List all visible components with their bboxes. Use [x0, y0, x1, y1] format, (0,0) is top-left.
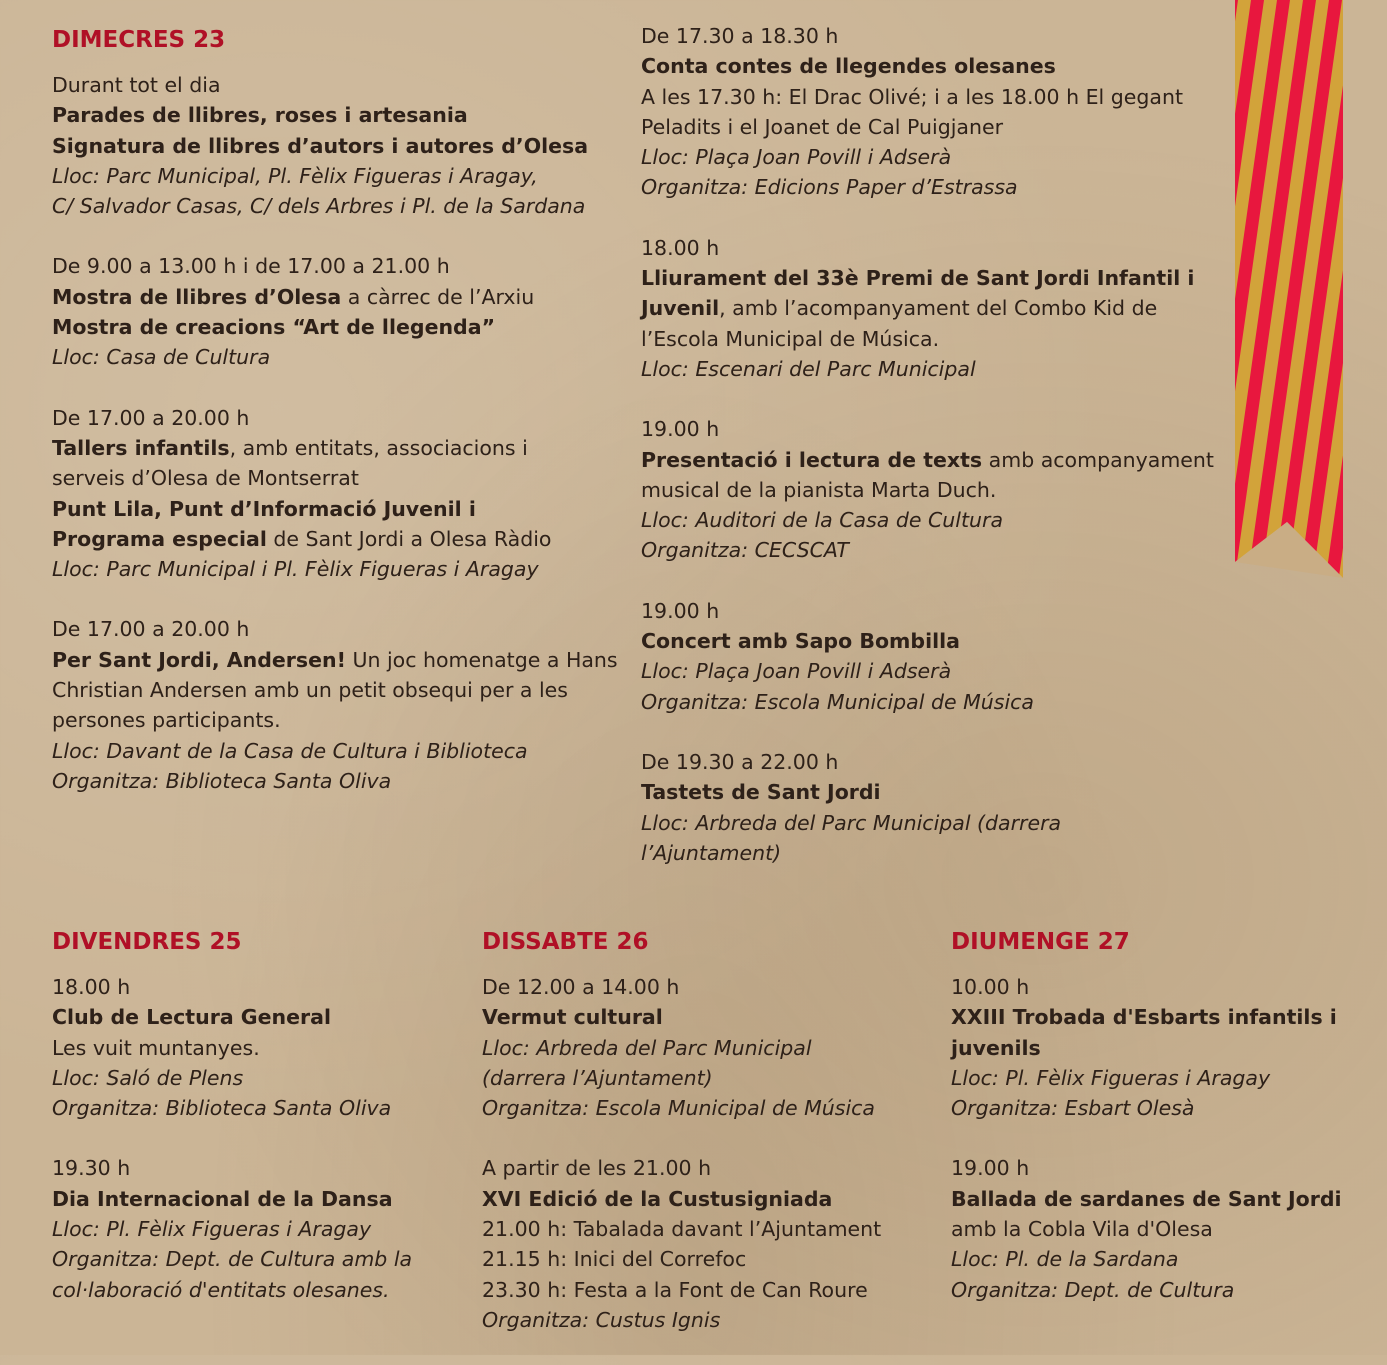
event-time: De 17.00 a 20.00 h [52, 617, 250, 642]
event-title: Signatura de llibres d’autors i autores d’Olesa [52, 133, 589, 158]
event [482, 1153, 922, 1335]
event-location: Lloc: Parc Municipal, Pl. Fèlix Figueras i Aragay, [52, 163, 538, 188]
event-title: Per Sant Jordi, Andersen! [52, 647, 346, 672]
event-time: 18.00 h [641, 235, 720, 260]
event [52, 251, 627, 372]
event [641, 414, 1216, 565]
event-location: l’Ajuntament) [641, 840, 782, 865]
event-title: Tallers infantils [52, 435, 230, 460]
event-description: serveis d’Olesa de Montserrat [52, 466, 359, 491]
event-description: a càrrec de l’Arxiu [341, 284, 535, 309]
event-title: Juvenil [641, 296, 720, 321]
event-title-line [52, 645, 627, 675]
event-title: Parades de llibres, roses i artesania [52, 103, 468, 128]
event [52, 70, 627, 221]
event [52, 1153, 462, 1304]
event-description: amb la Cobla Vila d'Olesa [951, 1217, 1213, 1242]
event-description: 23.30 h: Festa a la Font de Can Roure [482, 1277, 868, 1302]
event-description: amb acompanyament [982, 447, 1214, 472]
event-description: , amb entitats, associacions i [229, 435, 528, 460]
event-title: Punt Lila, Punt d’Informació Juvenil i [52, 496, 476, 521]
event-time: De 12.00 a 14.00 h [482, 975, 680, 999]
event-location: Lloc: Pl. de la Sardana [951, 1247, 1179, 1272]
event-location: Lloc: Escenari del Parc Municipal [641, 356, 976, 381]
event-description: de Sant Jordi a Olesa Ràdio [266, 526, 552, 551]
day-heading: DIUMENGE 27 [951, 929, 1130, 955]
event-location: Lloc: Arbreda del Parc Municipal (darrera [641, 810, 1062, 835]
event-description: 21.00 h: Tabalada davant l’Ajuntament [482, 1217, 882, 1242]
event-organizer: Organitza: CECSCAT [641, 538, 849, 563]
event-organizer: Organitza: Edicions Paper d’Estrassa [641, 175, 1018, 200]
event-organizer: Organitza: Escola Municipal de Música [482, 1096, 875, 1121]
event-title-line [641, 293, 1216, 323]
event-title: Mostra de llibres d’Olesa [52, 284, 342, 309]
event [641, 233, 1216, 384]
event-location: C/ Salvador Casas, C/ dels Arbres i Pl. de la Sardana [52, 194, 586, 219]
event-title: Ballada de sardanes de Sant Jordi [951, 1186, 1342, 1211]
event [52, 403, 627, 585]
event-title: Dia Internacional de la Dansa [52, 1186, 393, 1211]
event-description: , amb l’acompanyament del Combo Kid de [719, 296, 1158, 321]
event-location: Lloc: Arbreda del Parc Municipal [482, 1035, 812, 1060]
event-description: persones participants. [52, 708, 281, 733]
event-title-line [641, 445, 1216, 475]
event-time: De 19.30 a 22.00 h [641, 749, 839, 774]
event-time: De 17.00 a 20.00 h [52, 405, 250, 430]
event [482, 972, 922, 1123]
event-time: 19.00 h [641, 598, 720, 623]
event-title: Presentació i lectura de texts [641, 447, 983, 472]
event-title: Lliurament del 33è Premi de Sant Jordi Infantil i [641, 266, 1195, 291]
event-title: XVI Edició de la Custusigniada [482, 1186, 833, 1211]
event-location: Lloc: Parc Municipal i Pl. Fèlix Figueras i Aragay [52, 557, 539, 582]
event-location: Lloc: Casa de Cultura [52, 345, 271, 370]
day-heading: DISSABTE 26 [482, 929, 649, 955]
event [641, 21, 1216, 203]
event-title-line [52, 433, 627, 463]
event-time: 19.00 h [951, 1156, 1030, 1181]
event-title-line [52, 282, 627, 312]
event-description: A les 17.30 h: El Drac Olivé; i a les 18.00 h El gegant [641, 84, 1183, 109]
event [641, 747, 1216, 868]
event-description: musical de la pianista Marta Duch. [641, 477, 997, 502]
sunday-column [951, 927, 1371, 1335]
event-location: Lloc: Pl. Fèlix Figueras i Aragay [951, 1065, 1271, 1090]
saturday-column [482, 927, 922, 1365]
event-time: De 9.00 a 13.00 h i de 17.00 a 21.00 h [52, 254, 450, 279]
event-title: Club de Lectura General [52, 1005, 331, 1030]
event-title-line [52, 524, 627, 554]
event-organizer: Organitza: Custus Ignis [482, 1307, 721, 1332]
event-organizer: Organitza: Dept. de Cultura [951, 1277, 1235, 1302]
event-title: XXIII Trobada d'Esbarts infantils i [951, 1005, 1337, 1030]
day-heading: DIVENDRES 25 [52, 929, 242, 955]
event-organizer: col·laboració d'entitats olesanes. [52, 1277, 390, 1302]
event-title: Concert amb Sapo Bombilla [641, 629, 960, 654]
event-organizer: Organitza: Dept. de Cultura amb la [52, 1247, 413, 1272]
event-location: Lloc: Saló de Plens [52, 1065, 244, 1090]
wednesday-continued-column [641, 21, 1216, 898]
event [52, 614, 627, 796]
event-time: 19.30 h [52, 1156, 131, 1181]
event-location: Lloc: Auditori de la Casa de Cultura [641, 508, 1004, 533]
event-description: Les vuit muntanyes. [52, 1035, 260, 1060]
event-location: Lloc: Plaça Joan Povill i Adserà [641, 659, 952, 684]
senyera-ribbon-icon [1225, 0, 1343, 580]
event-description: l’Escola Municipal de Música. [641, 326, 940, 351]
event-description: Christian Andersen amb un petit obsequi per a les [52, 678, 568, 703]
event-time: A partir de les 21.00 h [482, 1156, 712, 1181]
event-location: Lloc: Plaça Joan Povill i Adserà [641, 145, 952, 170]
event-description: Peladits i el Joanet de Cal Puigjaner [641, 114, 1004, 139]
event-title: juvenils [951, 1035, 1041, 1060]
event-time: 10.00 h [951, 975, 1030, 999]
event-time: De 17.30 a 18.30 h [641, 24, 839, 48]
event-location: (darrera l’Ajuntament) [482, 1065, 713, 1090]
event-description: 21.15 h: Inici del Correfoc [482, 1247, 747, 1272]
event [951, 972, 1371, 1123]
event [641, 596, 1216, 717]
event-organizer: Organitza: Escola Municipal de Música [641, 689, 1034, 714]
event-time: 18.00 h [52, 975, 131, 999]
event-organizer: Organitza: Biblioteca Santa Oliva [52, 1096, 392, 1121]
event-title: Tastets de Sant Jordi [641, 780, 881, 805]
day-heading: DIMECRES 23 [52, 27, 226, 53]
event [52, 972, 462, 1123]
event-location: Lloc: Davant de la Casa de Cultura i Biblioteca [52, 738, 528, 763]
event-organizer: Organitza: Esbart Olesà [951, 1096, 1195, 1121]
event-title: Programa especial [52, 526, 267, 551]
event-organizer: Organitza: Biblioteca Santa Oliva [52, 768, 392, 793]
event-location: Lloc: Pl. Fèlix Figueras i Aragay [52, 1217, 372, 1242]
friday-column [52, 927, 462, 1335]
event-time: 19.00 h [641, 417, 720, 442]
event [951, 1153, 1371, 1304]
event-title: Conta contes de llegendes olesanes [641, 54, 1056, 79]
wednesday-column [52, 25, 627, 826]
event-description: Un joc homenatge a Hans [345, 647, 618, 672]
event-title: Vermut cultural [482, 1005, 663, 1030]
event-time: Durant tot el dia [52, 73, 221, 97]
event-title: Mostra de creacions “Art de llegenda” [52, 315, 496, 340]
